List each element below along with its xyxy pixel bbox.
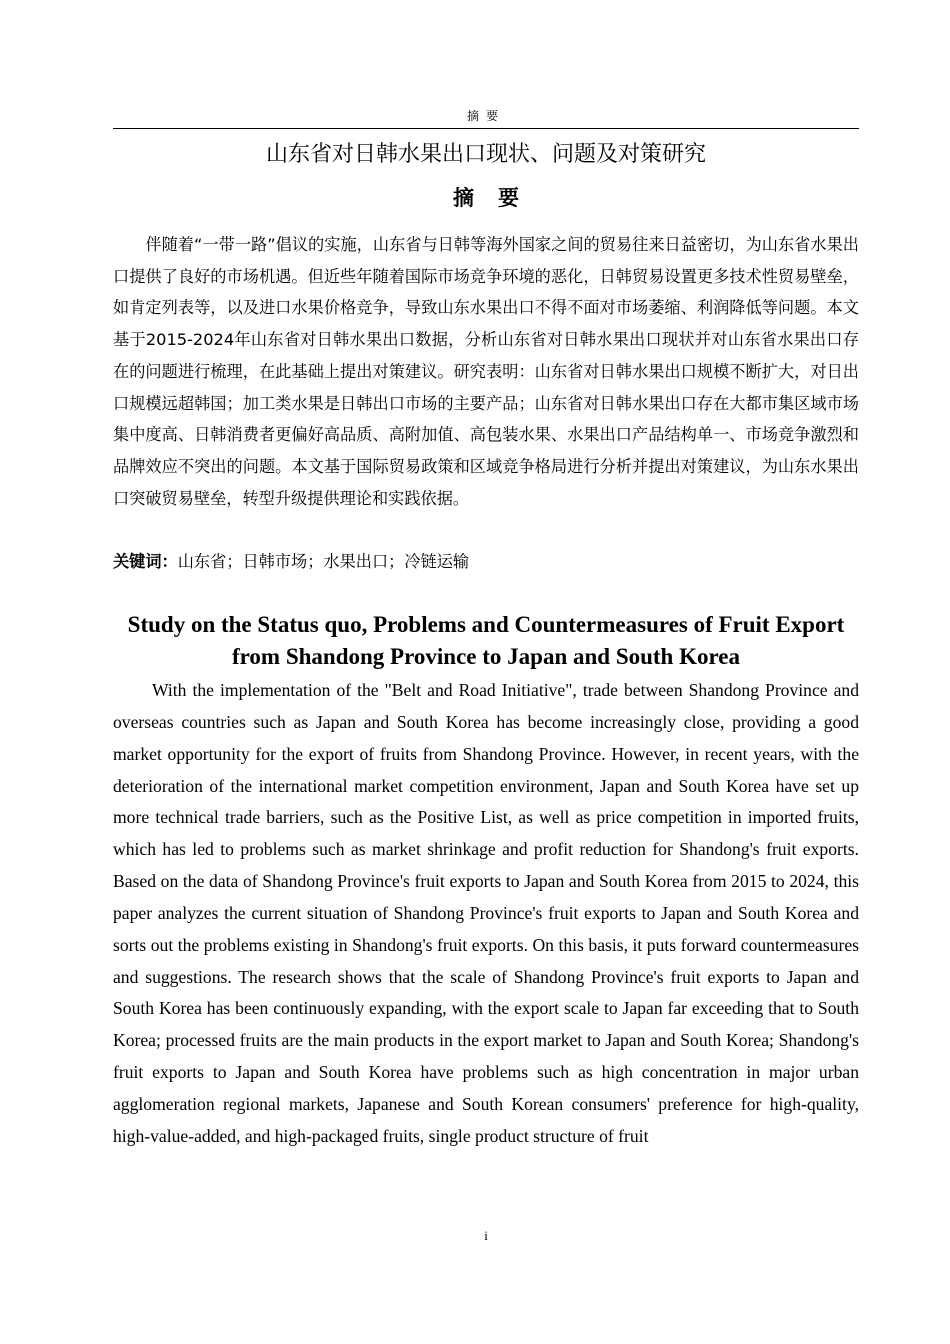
keywords-list: 山东省；日韩市场；水果出口；冷链运输 xyxy=(177,552,470,571)
english-abstract-body: With the implementation of the "Belt and Road Initiative", trade between Shandong Province and overseas countries such as Japan and South Korea has become increasingly close, providing a good market opportunity for the export of fruits from Shandong Province. However, in recent years, with the deterioration of the international market competition environment, Japan and South Korea have set up more technical trade barriers, such as the Positive List, as well as price competition in imported fruits, which has led to problems such as market shrinkage and profit reduction for Shandong's fruit exports. Based on the data of Shandong Province's fruit exports to Japan and South Korea from 2015 to 2024, this paper analyzes the current situation of Shandong Province's fruit exports to Japan and South Korea and sorts out the problems existing in Shandong's fruit exports. On this basis, it puts forward countermeasures and suggestions. The research shows that the scale of Shandong Province's fruit exports to Japan and South Korea has been continuously expanding, with the export scale to Japan far exceeding that to South Korea; processed fruits are the main products in the export market to Japan and South Korea; Shandong's fruit exports to Japan and South Korea have problems such as high concentration in major urban agglomeration regional markets, Japanese and South Korean consumers' preference for high-quality, high-value-added, and high-packaged fruits, single product structure of fruit xyxy=(113,680,859,1146)
chinese-title: 山东省对日韩水果出口现状、问题及对策研究 xyxy=(265,142,706,167)
keywords-label: 关键词： xyxy=(113,552,178,571)
header-rule xyxy=(113,128,859,129)
chinese-abstract-body: 伴随着“一带一路”倡议的实施，山东省与日韩等海外国家之间的贸易往来日益密切，为山东省水果出口提供了良好的市场机遇。但近些年随着国际市场竞争环境的恶化，日韩贸易设置更多技术性贸易壁垒，如肯定列表等，以及进口水果价格竞争，导致山东水果出口不得不面对市场萎缩、利润降低等问题。本文基于2015-2024年山东省对日韩水果出口数据，分析山东省对日韩水果出口现状并对山东省水果出口存在的问题进行梳理，在此基础上提出对策建议。研究表明：山东省对日韩水果出口规模不断扩大，对日出口规模远超韩国；加工类水果是日韩出口市场的主要产品；山东省对日韩水果出口存在大都市集区域市场集中度高、日韩消费者更偏好高品质、高附加值、高包装水果、水果出口产品结构单一、市场竞争激烈和品牌效应不突出的问题。本文基于国际贸易政策和区域竞争格局进行分析并提出对策建议，为山东水果出口突破贸易壁垒，转型升级提供理论和实践依据。 xyxy=(113,235,859,508)
page-number: i xyxy=(484,1228,488,1243)
chinese-abstract-heading: 摘要 xyxy=(453,186,543,210)
running-header: 摘要 xyxy=(466,109,505,123)
english-title: Study on the Status quo, Problems and Countermeasures of Fruit Export from Shandong Province to Japan and South Korea xyxy=(127,612,845,669)
chinese-keywords xyxy=(113,546,859,578)
